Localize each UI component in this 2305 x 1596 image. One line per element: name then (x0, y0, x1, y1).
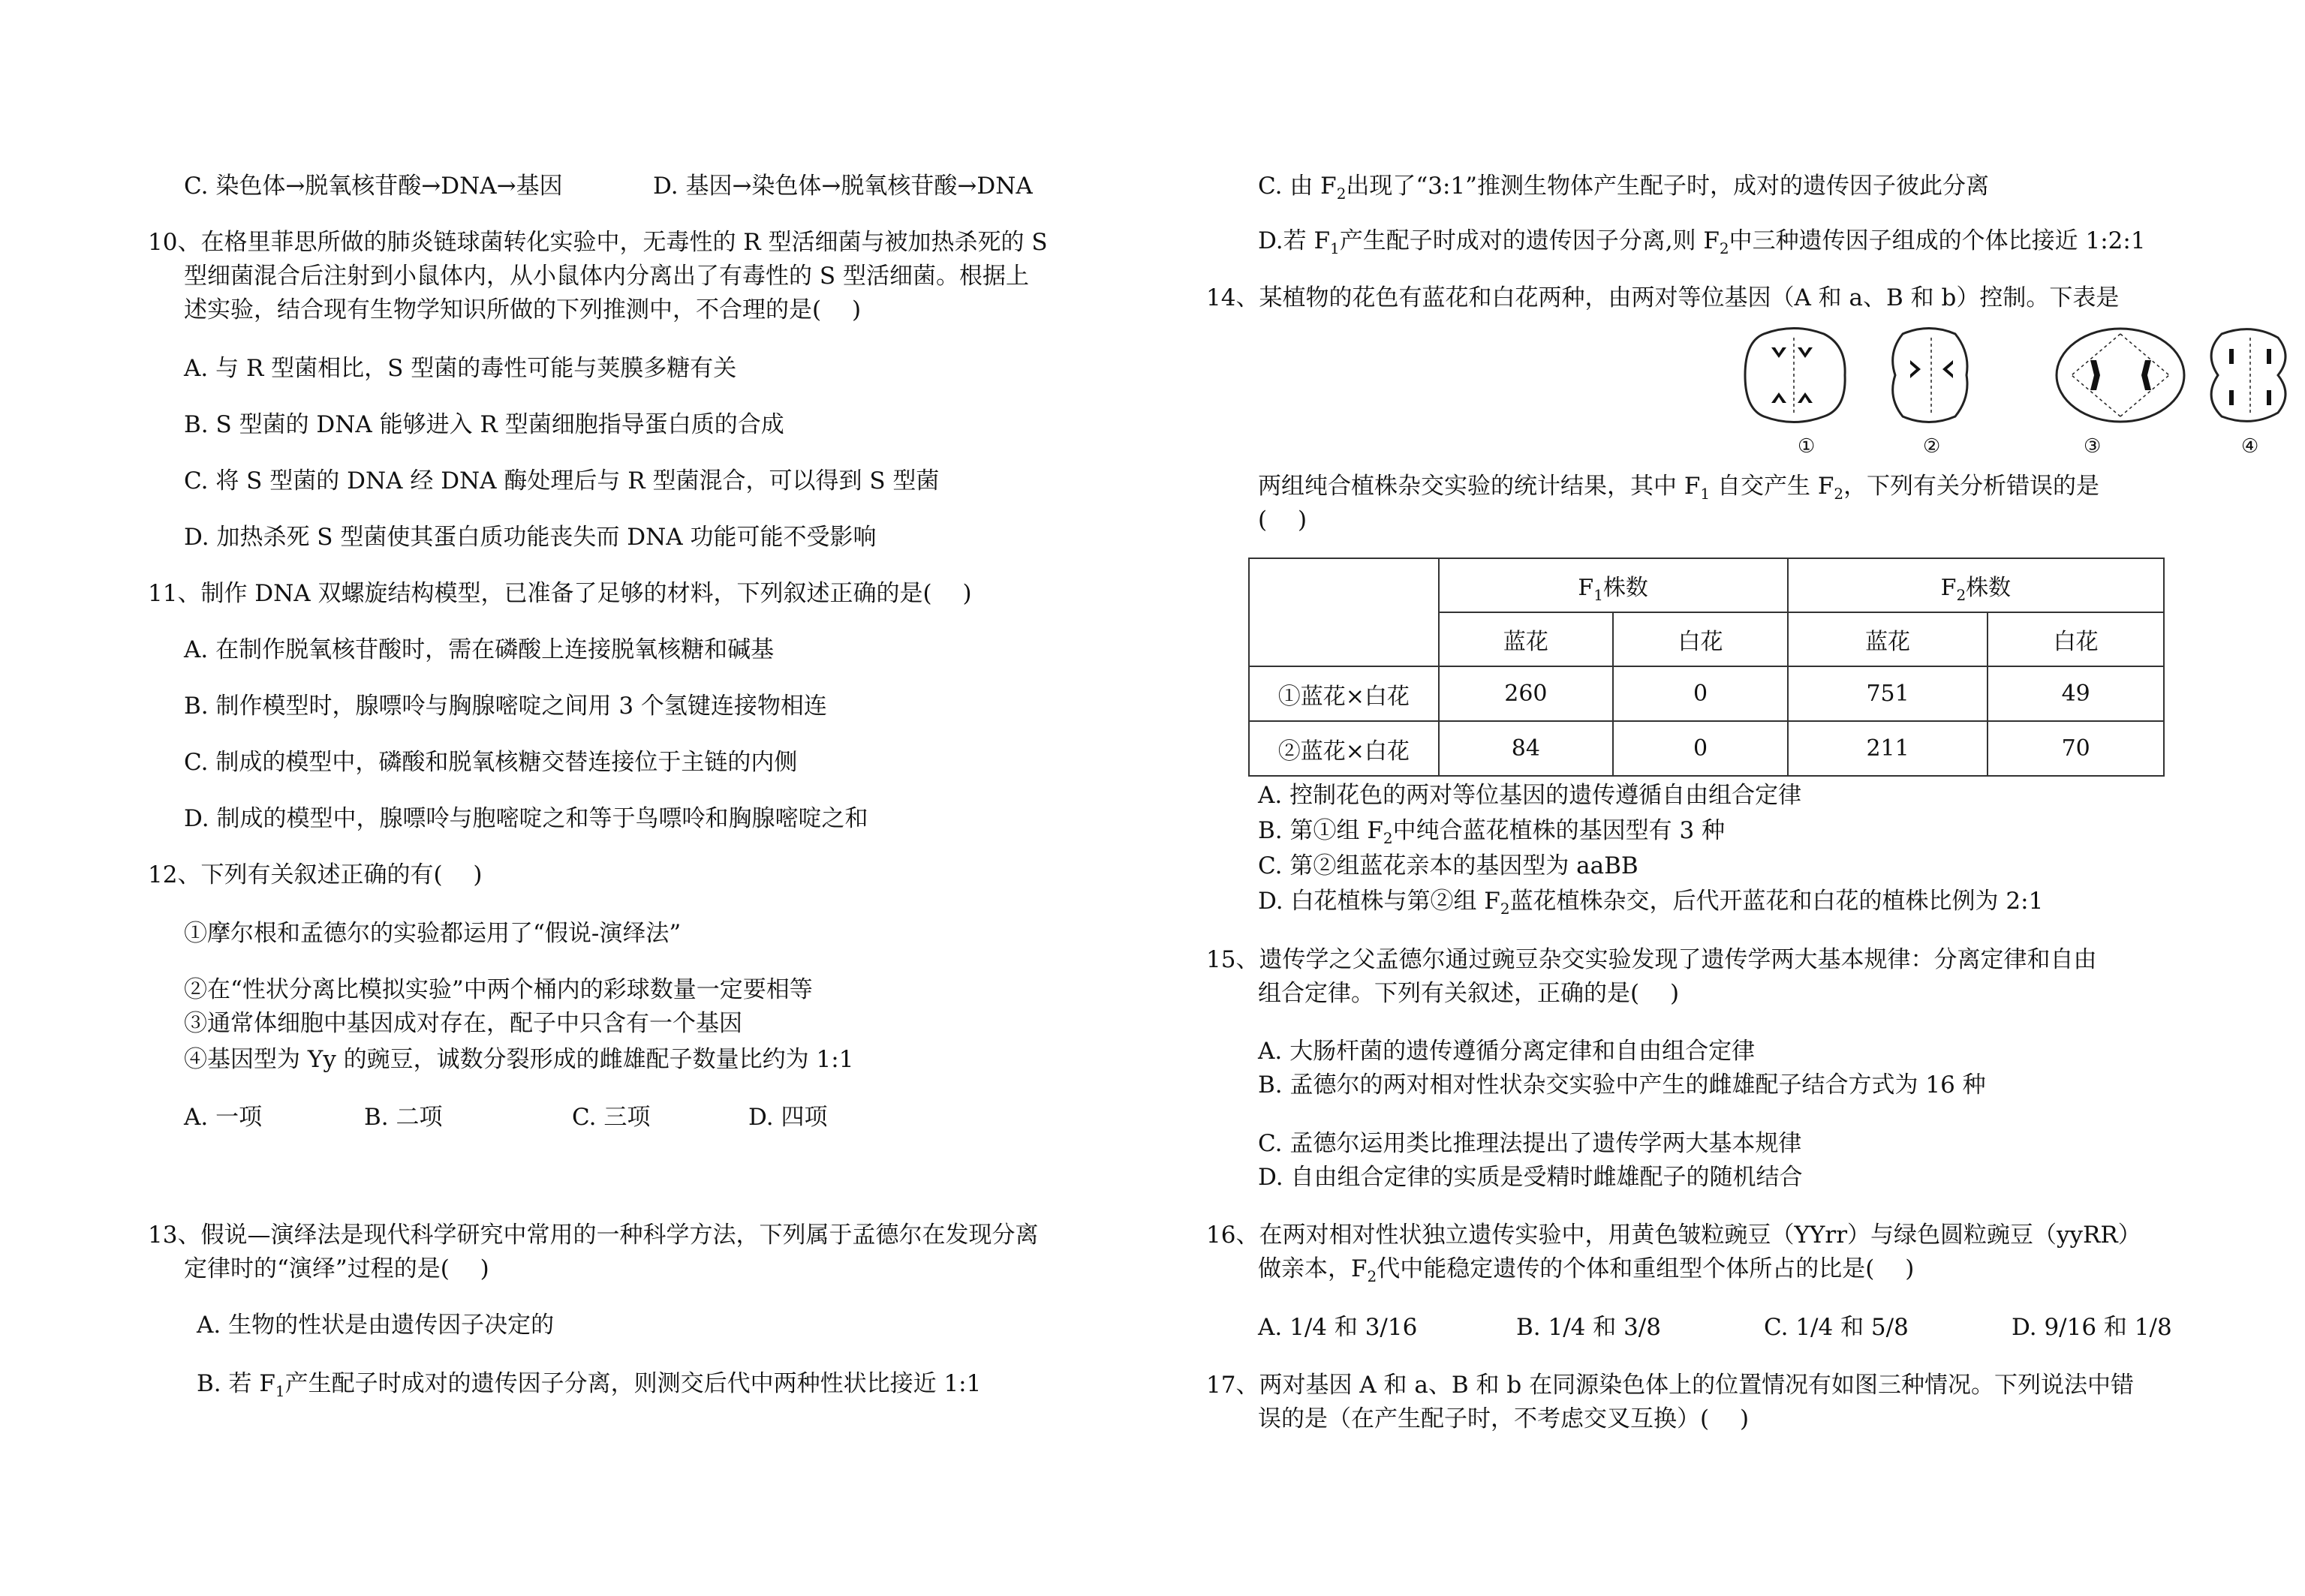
q12-statement-1: ①摩尔根和孟德尔的实验都运用了“假说-演绎法” (184, 920, 682, 947)
q13-option-b: B. 若 $F_1$产生配子时成对的遗传因子分离，则测交后代中两种性状比接近 1:1 (197, 1370, 982, 1400)
q12-option-c: C. 三项 (572, 1104, 651, 1131)
q12-stem: 12、下列有关叙述正确的有( ) (148, 861, 483, 888)
q14-data-table (1248, 558, 2165, 777)
table-row (1249, 666, 2164, 721)
q14-stem-line3: ( ) (1258, 506, 1307, 534)
q13-stem-line2: 定律时的“演绎”过程的是( ) (184, 1255, 489, 1282)
q14-option-b: B. 第①组 $F_2$中纯合蓝花植株的基因型有 3 种 (1258, 817, 1726, 847)
q12-statement-2: ②在“性状分离比模拟实验”中两个桶内的彩球数量一定要相等 (184, 976, 813, 1003)
cell-label-1: ① (1798, 435, 1816, 458)
cell-value: 70 (1988, 721, 2164, 776)
chromosome-1b (1798, 347, 1813, 358)
q13-option-d: D.若 $F_1$产生配子时成对的遗传因子分离,则 $F_2$中三种遗传因子组成的个体比接近 1:2:1 (1258, 227, 2146, 257)
q10-option-d: D. 加热杀死 S 型菌使其蛋白质功能丧失而 DNA 功能可能不受影响 (184, 524, 877, 551)
chromosome-4c (2229, 390, 2234, 405)
cell-value: 49 (1988, 666, 2164, 721)
cell-value: 260 (1439, 666, 1614, 721)
q10-option-a: A. 与 R 型菌相比，S 型菌的毒性可能与荚膜多糖有关 (184, 355, 737, 382)
q16-option-d: D. 9/16 和 1/8 (2012, 1314, 2172, 1341)
chromosome-1d (1798, 392, 1813, 403)
q12-statement-4: ④基因型为 Yy 的豌豆，诚数分裂形成的雌雄配子数量比约为 1:1 (184, 1046, 854, 1073)
q12-option-d: D. 四项 (748, 1104, 828, 1131)
q10-stem-line2: 型细菌混合后注射到小鼠体内，从小鼠体内分离出了有毒性的 S 型活细菌。根据上 (184, 263, 1029, 290)
subheader-f2-blue: 蓝花 (1788, 612, 1988, 666)
cell-value: 211 (1788, 721, 1988, 776)
q15-stem-line1: 15、遗传学之父孟德尔通过豌豆杂交实验发现了遗传学两大基本规律：分离定律和自由 (1206, 946, 2097, 973)
q10-option-b: B. S 型菌的 DNA 能够进入 R 型菌细胞指导蛋白质的合成 (184, 411, 784, 438)
q14-option-d: D. 白花植株与第②组 $F_2$蓝花植株杂交，后代开蓝花和白花的植株比例为 2:1 (1258, 888, 2044, 918)
cell-4-outline (2211, 329, 2285, 422)
cell-value: 751 (1788, 666, 1988, 721)
q10-option-c: C. 将 S 型菌的 DNA 经 DNA 酶处理后与 R 型菌混合，可以得到 S 型菌 (184, 467, 940, 494)
q13-stem-line1: 13、假说—演绎法是现代科学研究中常用的一种科学方法，下列属于孟德尔在发现分离 (148, 1222, 1039, 1249)
q11-stem: 11、制作 DNA 双螺旋结构模型，已准备了足够的材料，下列叙述正确的是( ) (148, 580, 972, 607)
chromosome-1c (1771, 392, 1786, 403)
subheader-f1-white: 白花 (1613, 612, 1788, 666)
chromosome-3b (2141, 360, 2151, 390)
cell-value: 84 (1439, 721, 1614, 776)
q16-option-c: C. 1/4 和 5/8 (1764, 1314, 1909, 1341)
cell-label-2: ② (1923, 435, 1941, 458)
subheader-f1-blue: 蓝花 (1439, 612, 1614, 666)
q12-statement-3: ③通常体细胞中基因成对存在，配子中只含有一个基因 (184, 1010, 742, 1037)
table-row (1249, 721, 2164, 776)
q10-stem-line3: 述实验，结合现有生物学知识所做的下列推测中，不合理的是( ) (184, 296, 862, 323)
q15-option-a: A. 大肠杆菌的遗传遵循分离定律和自由组合定律 (1258, 1038, 1756, 1065)
q14-option-c: C. 第②组蓝花亲本的基因型为 aaBB (1258, 852, 1638, 879)
q11-option-b: B. 制作模型时，腺嘌呤与胸腺嘧啶之间用 3 个氢键连接物相连 (184, 693, 827, 720)
q15-option-c: C. 孟德尔运用类比推理法提出了遗传学两大基本规律 (1258, 1130, 1802, 1157)
cell-value: 0 (1613, 666, 1788, 721)
q13-option-c: C. 由 $F_2$出现了“3:1”推测生物体产生配子时，成对的遗传因子彼此分离 (1258, 173, 1990, 203)
q10-stem-line1: 10、在格里菲思所做的肺炎链球菌转化实验中，无毒性的 R 型活细菌与被加热杀死的 S (148, 229, 1048, 256)
q16-stem-line1: 16、在两对相对性状独立遗传实验中，用黄色皱粒豌豆（YYrr）与绿色圆粒豌豆（yyRR） (1206, 1222, 2141, 1249)
subheader-f2-white: 白花 (1988, 612, 2164, 666)
q17-stem-line2: 误的是（在产生配子时，不考虑交叉互换）( ) (1258, 1405, 1750, 1432)
cell-division-figure (1741, 319, 2305, 458)
q9-option-c: C. 染色体→脱氧核苷酸→DNA→基因 (184, 173, 563, 200)
q16-option-a: A. 1/4 和 3/16 (1258, 1314, 1418, 1341)
chromosome-4b (2267, 349, 2271, 364)
cell-3-outline (2057, 329, 2184, 422)
q17-stem-line1: 17、两对基因 A 和 a、B 和 b 在同源染色体上的位置情况有如图三种情况。下列说法中错 (1206, 1372, 2135, 1399)
chromosome-2b (1942, 360, 1953, 378)
table-corner-cell (1249, 558, 1439, 666)
f2-header: $F_2$株数 (1788, 558, 2164, 612)
cell-label-4: ④ (2241, 435, 2259, 458)
chromosome-1a (1771, 347, 1786, 358)
chromosome-3a (2090, 360, 2100, 390)
row-label: ②蓝花×白花 (1249, 721, 1439, 776)
cell-value: 0 (1613, 721, 1788, 776)
cell-2-outline (1893, 329, 1967, 422)
row-label: ①蓝花×白花 (1249, 666, 1439, 721)
f1-header: $F_1$株数 (1439, 558, 1788, 612)
cell-1-outline (1745, 329, 1845, 422)
q16-option-b: B. 1/4 和 3/8 (1516, 1314, 1661, 1341)
q15-stem-line2: 组合定律。下列有关叙述，正确的是( ) (1258, 980, 1680, 1007)
q14-option-a: A. 控制花色的两对等位基因的遗传遵循自由组合定律 (1258, 782, 1802, 809)
chromosome-4a (2229, 349, 2234, 364)
q14-stem-line1: 14、某植物的花色有蓝花和白花两种，由两对等位基因（A 和 a、B 和 b）控制。下表是 (1206, 284, 2120, 311)
q11-option-d: D. 制成的模型中，腺嘌呤与胞嘧啶之和等于鸟嘌呤和胸腺嘧啶之和 (184, 805, 868, 832)
q11-option-c: C. 制成的模型中，磷酸和脱氧核糖交替连接位于主链的内侧 (184, 749, 798, 776)
q13-option-a: A. 生物的性状是由遗传因子决定的 (197, 1312, 555, 1339)
chromosome-2a (1910, 360, 1921, 378)
q12-option-b: B. 二项 (364, 1104, 443, 1131)
q16-stem-line2: 做亲本，$F_2$代中能稳定遗传的个体和重组型个体所占的比是( ) (1258, 1255, 1915, 1285)
chromosome-4d (2267, 390, 2271, 405)
q14-stem-line2: 两组纯合植株杂交实验的统计结果，其中 $F_1$ 自交产生 $F_2$，下列有关分析错误的是 (1258, 473, 2100, 503)
q15-option-b: B. 孟德尔的两对相对性状杂交实验中产生的雌雄配子结合方式为 16 种 (1258, 1072, 1986, 1099)
q11-option-a: A. 在制作脱氧核苷酸时，需在磷酸上连接脱氧核糖和碱基 (184, 636, 775, 663)
q15-option-d: D. 自由组合定律的实质是受精时雌雄配子的随机结合 (1258, 1164, 1803, 1191)
q9-option-d: D. 基因→染色体→脱氧核苷酸→DNA (653, 173, 1033, 200)
cell-label-3: ③ (2084, 435, 2102, 458)
q12-option-a: A. 一项 (184, 1104, 263, 1131)
